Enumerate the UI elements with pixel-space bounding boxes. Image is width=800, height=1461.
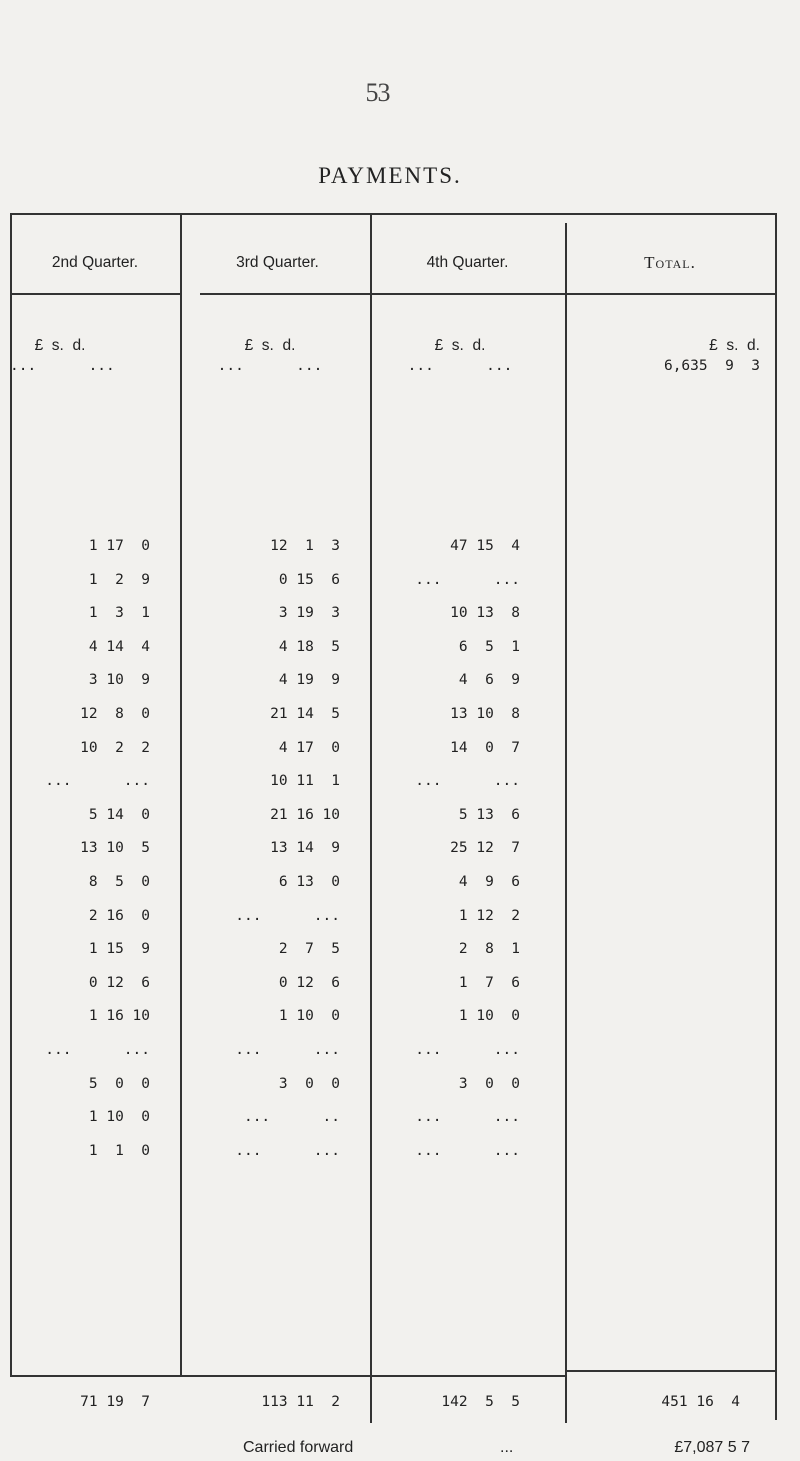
top-rule: [10, 213, 775, 215]
heading-total: Total.: [644, 253, 696, 272]
row-16-4th-quarter-amount: ... ...: [415, 1042, 520, 1058]
first-line-col3: ... ...: [407, 358, 513, 374]
first-line-col1: ... ...: [10, 358, 115, 374]
row-7-3rd-quarter-amount: 4 17 0: [278, 740, 340, 756]
row-1-2nd-quarter-amount: 1 17 0: [88, 538, 150, 554]
units-col4: £ s. d.: [709, 337, 760, 354]
row-8-3rd-quarter-amount: 10 11 1: [270, 773, 340, 789]
heading-3rd-quarter: 3rd Quarter.: [236, 254, 319, 271]
column-divider-1: [180, 213, 182, 1375]
row-3-2nd-quarter-amount: 1 3 1: [88, 605, 150, 621]
row-4-4th-quarter-amount: 6 5 1: [458, 639, 520, 655]
row-12-2nd-quarter-amount: 2 16 0: [88, 908, 150, 924]
total-3rd-quarter: 113 11 2: [261, 1394, 340, 1410]
row-16-3rd-quarter-amount: ... ...: [235, 1042, 340, 1058]
total-2nd-quarter: 71 19 7: [80, 1394, 150, 1410]
totals-rule-left: [10, 1375, 565, 1377]
row-4-3rd-quarter-amount: 4 18 5: [278, 639, 340, 655]
column-divider-2: [370, 213, 372, 1423]
heading-2nd-quarter: 2nd Quarter.: [51, 254, 139, 271]
row-1-4th-quarter-amount: 47 15 4: [450, 538, 520, 554]
header-rule-col4: [565, 293, 775, 295]
first-line-col2: ... ...: [217, 358, 323, 374]
row-9-4th-quarter-amount: 5 13 6: [458, 807, 520, 823]
row-11-4th-quarter-amount: 4 9 6: [458, 874, 520, 890]
row-19-2nd-quarter-amount: 1 1 0: [88, 1143, 150, 1159]
right-edge-rule: [775, 213, 777, 1420]
row-10-3rd-quarter-amount: 13 14 9: [270, 840, 340, 856]
header-rule-col2: [200, 293, 370, 295]
row-5-4th-quarter-amount: 4 6 9: [458, 672, 520, 688]
row-6-3rd-quarter-amount: 21 14 5: [270, 706, 340, 722]
row-4-2nd-quarter-amount: 4 14 4: [88, 639, 150, 655]
row-2-3rd-quarter-amount: 0 15 6: [278, 572, 340, 588]
row-19-3rd-quarter-amount: ... ...: [235, 1143, 340, 1159]
row-6-4th-quarter-amount: 13 10 8: [450, 706, 520, 722]
header-rule-col3: [370, 293, 565, 295]
row-9-2nd-quarter-amount: 5 14 0: [88, 807, 150, 823]
row-18-2nd-quarter-amount: 1 10 0: [88, 1109, 150, 1125]
carried-forward-label: Carried forward: [243, 1439, 354, 1456]
units-col2: £ s. d.: [244, 337, 296, 354]
row-3-4th-quarter-amount: 10 13 8: [450, 605, 520, 621]
row-7-2nd-quarter-amount: 10 2 2: [80, 740, 150, 756]
row-10-4th-quarter-amount: 25 12 7: [450, 840, 520, 856]
row-13-4th-quarter-amount: 2 8 1: [458, 941, 520, 957]
row-8-2nd-quarter-amount: ... ...: [45, 773, 150, 789]
row-8-4th-quarter-amount: ... ...: [415, 773, 520, 789]
page-title: PAYMENTS.: [318, 163, 462, 188]
header-rule-col1: [10, 293, 180, 295]
row-11-3rd-quarter-amount: 6 13 0: [278, 874, 340, 890]
total-4th-quarter: 142 5 5: [441, 1394, 520, 1410]
row-18-4th-quarter-amount: ... ...: [415, 1109, 520, 1125]
row-17-2nd-quarter-amount: 5 0 0: [88, 1076, 150, 1092]
row-3-3rd-quarter-amount: 3 19 3: [278, 605, 340, 621]
row-15-3rd-quarter-amount: 1 10 0: [278, 1008, 340, 1024]
row-14-2nd-quarter-amount: 0 12 6: [88, 975, 150, 991]
carried-forward-dots: ...: [500, 1439, 514, 1456]
row-17-4th-quarter-amount: 3 0 0: [458, 1076, 520, 1092]
row-13-3rd-quarter-amount: 2 7 5: [278, 941, 340, 957]
row-12-3rd-quarter-amount: ... ...: [235, 908, 340, 924]
row-15-2nd-quarter-amount: 1 16 10: [88, 1008, 150, 1024]
row-14-3rd-quarter-amount: 0 12 6: [278, 975, 340, 991]
row-13-2nd-quarter-amount: 1 15 9: [88, 941, 150, 957]
row-1-3rd-quarter-amount: 12 1 3: [270, 538, 340, 554]
units-col1: £ s. d.: [34, 337, 86, 354]
totals-rule-right: [565, 1370, 775, 1372]
total-overall: 451 16 4: [661, 1394, 740, 1410]
row-14-4th-quarter-amount: 1 7 6: [458, 975, 520, 991]
row-5-2nd-quarter-amount: 3 10 9: [88, 672, 150, 688]
row-10-2nd-quarter-amount: 13 10 5: [80, 840, 150, 856]
row-11-2nd-quarter-amount: 8 5 0: [88, 874, 150, 890]
row-2-2nd-quarter-amount: 1 2 9: [88, 572, 150, 588]
row-17-3rd-quarter-amount: 3 0 0: [278, 1076, 340, 1092]
column-divider-3: [565, 223, 567, 1423]
row-15-4th-quarter-amount: 1 10 0: [458, 1008, 520, 1024]
row-5-3rd-quarter-amount: 4 19 9: [278, 672, 340, 688]
page-number: 53: [365, 78, 390, 107]
row-6-2nd-quarter-amount: 12 8 0: [80, 706, 150, 722]
carried-forward-amount: £7,087 5 7: [674, 1439, 750, 1456]
payments-ledger: [10, 213, 775, 1456]
row-16-2nd-quarter-amount: ... ...: [45, 1042, 150, 1058]
heading-4th-quarter: 4th Quarter.: [426, 254, 509, 271]
left-edge-rule: [10, 213, 12, 1375]
row-2-4th-quarter-amount: ... ...: [415, 572, 520, 588]
row-19-4th-quarter-amount: ... ...: [415, 1143, 520, 1159]
units-col3: £ s. d.: [434, 337, 486, 354]
first-line-col4: 6,635 9 3: [663, 358, 760, 374]
row-18-3rd-quarter-amount: ... ..: [243, 1109, 340, 1125]
row-9-3rd-quarter-amount: 21 16 10: [270, 807, 340, 823]
row-7-4th-quarter-amount: 14 0 7: [450, 740, 520, 756]
row-12-4th-quarter-amount: 1 12 2: [458, 908, 520, 924]
